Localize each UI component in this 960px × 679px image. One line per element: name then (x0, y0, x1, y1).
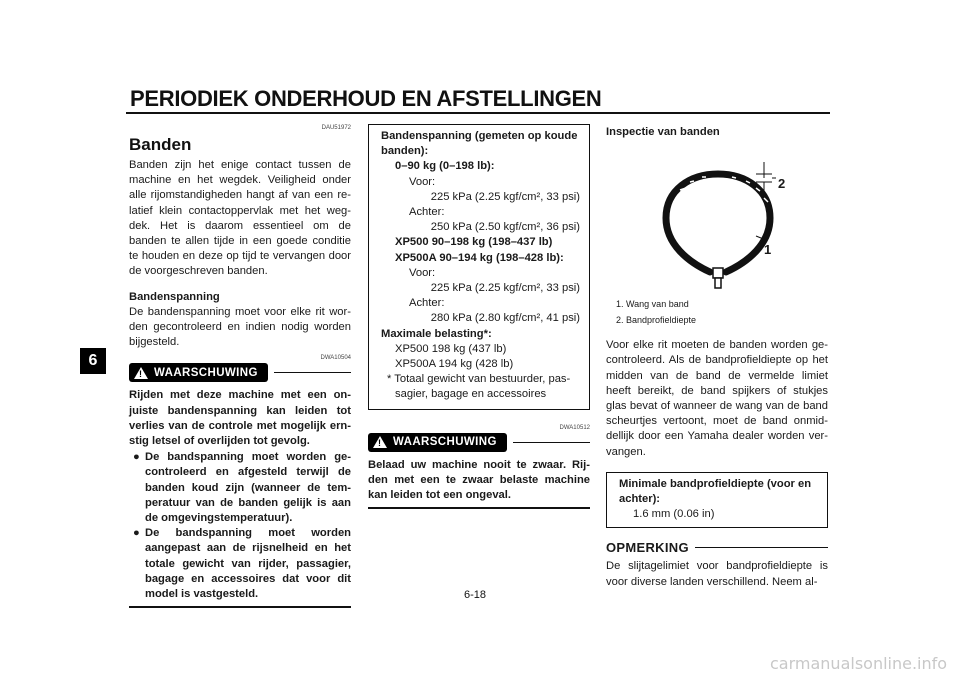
warning-end-rule (368, 507, 590, 509)
bullet-icon: ● (133, 451, 140, 464)
section-title: Inspectie van banden (606, 126, 720, 138)
load23-rear-value: 280 kPa (2.80 kgf/cm², 41 psi) (430, 312, 580, 325)
figure-captions (606, 296, 828, 328)
footnote: * Totaal gewicht van bestuurder, pas-sagier, bagage en accessoires (387, 373, 571, 401)
warning-text: Belaad uw machine nooit te zwaar. Rij-den met een te zwaar belaste machine kan leiden tot een ongeval. (368, 458, 590, 502)
column-1 (129, 120, 351, 608)
note-header (606, 540, 828, 555)
bullet-text: De bandspanning moet worden aangepast aan de rijsnelheid en het totale gewicht van rijder, passagier, bagage en accessoires dat voor dit model is vastgesteld. (145, 527, 351, 601)
watermark: carmanualsonline.info (770, 654, 948, 673)
warning-end-rule (129, 606, 351, 608)
reference-code: DAU51972 (321, 125, 351, 131)
spec2-title: Minimale bandprofieldiepte (voor en achter): (619, 477, 812, 506)
inspection-paragraph: Voor elke rit moeten de banden worden ge-controleerd. Als de bandprofieldiepte op het midden van de band de vermelde limiet heeft bereikt, de band spijkers of stukjes glas bevat of wanneer de wang van de band scheurtjes vertoont, moet de band onmid-dellijk door een Yamaha dealer worden ver-vangen. (606, 339, 828, 458)
figure-label-1: 1 (764, 242, 772, 258)
load1-rear-value: 250 kPa (2.50 kgf/cm², 36 psi) (430, 221, 580, 234)
spec2-value: 1.6 mm (0.06 in) (633, 508, 715, 521)
column-2 (368, 124, 590, 509)
section-title: Banden (129, 135, 192, 154)
page-title: PERIODIEK ONDERHOUD EN AFSTELLINGEN (130, 86, 602, 111)
note-rule (695, 547, 828, 548)
front-label: Voor: (409, 175, 436, 188)
subsection-paragraph: De bandenspanning moet voor elke rit wor-den gecontroleerd en indien nodig worden bijgesteld. (129, 305, 351, 349)
list-item (129, 526, 351, 602)
list-item (129, 450, 351, 526)
load1-front-value: 225 kPa (2.25 kgf/cm², 33 psi) (430, 190, 580, 203)
bullet-icon: ● (133, 527, 140, 540)
caption-2: 2. Bandprofieldiepte (616, 315, 697, 326)
warning-text: Rijden met deze machine met een on-juiste bandenspanning kan leiden tot verlies van de controle met mogelijk ern-stig letsel of overlijden tot gevolg. (129, 389, 351, 448)
warning-reference-code: DWA10504 (320, 355, 351, 362)
warning-triangle-icon: ! (134, 367, 148, 379)
spec-title: Bandenspanning (gemeten op koude banden): (381, 130, 578, 158)
warning-header (129, 363, 351, 382)
note-title: OPMERKING (606, 540, 689, 556)
tread-depth-spec-box (606, 472, 828, 529)
front-label: Voor: (409, 266, 436, 279)
rear-label: Achter: (409, 206, 445, 219)
warning-badge (368, 433, 507, 452)
rear-label: Achter: (409, 297, 445, 310)
warning-bullets (129, 450, 351, 602)
warning-label: WAARSCHUWING (154, 366, 258, 379)
intro-paragraph: Banden zijn het enige contact tussen de machine en het wegdek. Veiligheid onder alle rijomstandigheden hangt af van een re-latief klein contactoppervlak met het weg-dek. Het is daarom essentieel om de banden te allen tijde in een goede conditie te houden en deze op tijd te vervangen door de voorgeschreven banden. (129, 159, 351, 278)
subsection-title: Bandenspanning (129, 290, 220, 303)
column-3 (606, 122, 828, 590)
load3-title: XP500A 90–194 kg (198–428 lb): (395, 251, 564, 264)
chapter-tab: 6 (80, 348, 106, 374)
tire-diagram (606, 144, 828, 294)
load23-front-value: 225 kPa (2.25 kgf/cm², 33 psi) (430, 282, 580, 295)
max-load-title: Maximale belasting*: (381, 327, 492, 340)
figure-label-2: 2 (778, 176, 786, 192)
caption-1: 1. Wang van band (616, 299, 689, 310)
warning-reference-code: DWA10512 (559, 424, 590, 431)
load1-title: 0–90 kg (0–198 lb): (395, 160, 495, 173)
tire-cross-section-illustration (606, 144, 828, 294)
bullet-text: De bandspanning moet worden ge-controleerd en afgesteld terwijl de banden koud zijn (wanneer de tem-peratuur van de banden gelijk is aan de omgevingstemperatuur). (145, 451, 351, 525)
warning-header (368, 433, 590, 452)
warning-label: WAARSCHUWING (393, 436, 497, 449)
max-load-xp500a: XP500A 194 kg (428 lb) (395, 358, 514, 371)
load2-title: XP500 90–198 kg (198–437 lb) (395, 236, 553, 249)
max-load-xp500: XP500 198 kg (437 lb) (395, 342, 507, 355)
page-number: 6-18 (464, 589, 487, 601)
warning-triangle-icon: ! (373, 436, 387, 448)
warning-rule (513, 442, 590, 443)
note-paragraph: De slijtagelimiet voor bandprofieldiepte is voor diverse landen verschillend. Neem al- (606, 560, 828, 588)
header-rule (126, 112, 830, 114)
tire-pressure-spec-box (368, 124, 590, 410)
warning-badge (129, 363, 268, 382)
warning-rule (274, 372, 351, 373)
